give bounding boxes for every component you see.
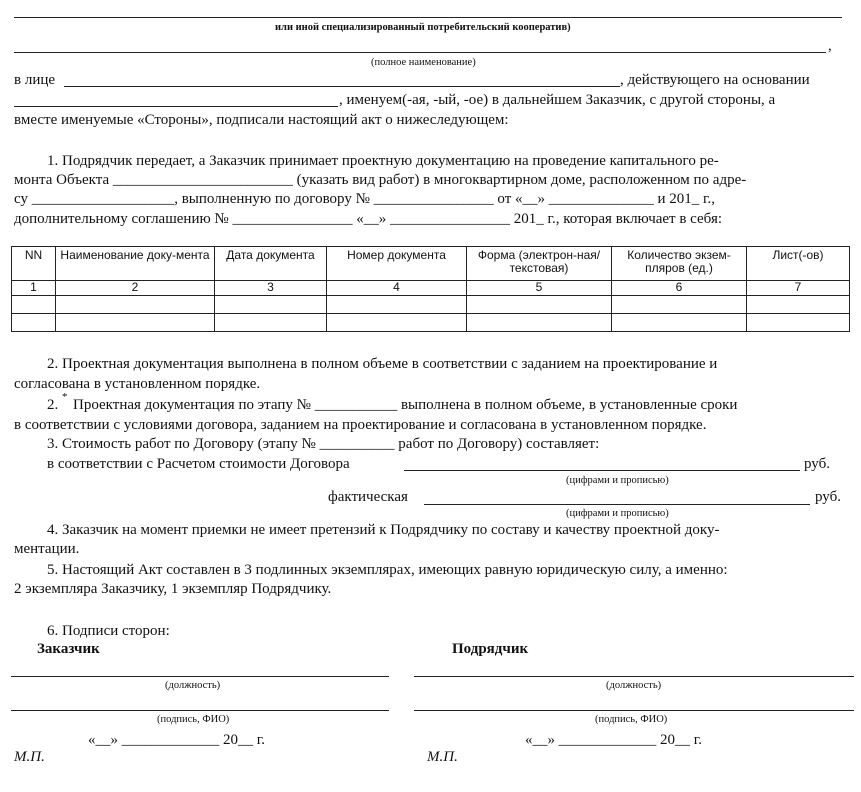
calc-cost-line xyxy=(404,470,800,471)
customer-position-caption: (должность) xyxy=(165,680,221,691)
table-cell[interactable] xyxy=(56,314,215,332)
table-cell[interactable] xyxy=(215,314,327,332)
p4-line-1: 4. Заказчик на момент приемки не имеет претензий к Подрядчику по составу и качеству проектной доку- xyxy=(47,522,720,538)
acting-basis-text: , действующего на основании xyxy=(620,72,810,88)
p4-line-2: ментации. xyxy=(14,541,80,557)
table-cell[interactable] xyxy=(612,296,747,314)
col-header-doc-name: Наименование доку-мента xyxy=(56,247,215,281)
table-cell[interactable] xyxy=(467,314,612,332)
full-name-comma: , xyxy=(828,38,832,54)
customer-date: «__» _____________ 20__ г. xyxy=(88,732,265,748)
customer-signature-caption: (подпись, ФИО) xyxy=(157,714,230,725)
table-cell[interactable] xyxy=(327,296,467,314)
table-cell[interactable] xyxy=(12,296,56,314)
contractor-date: «__» _____________ 20__ г. xyxy=(525,732,702,748)
actual-cost-label: фактическая xyxy=(328,489,408,505)
p5-line-2: 2 экземпляра Заказчику, 1 экземпляр Подрядчику. xyxy=(14,581,332,597)
contractor-position-line xyxy=(414,676,854,677)
cooperative-line xyxy=(14,17,842,18)
contractor-signature-line xyxy=(414,710,854,711)
table-cell: 4 xyxy=(327,281,467,296)
footnote-asterisk: * xyxy=(62,391,68,403)
full-name-caption: (полное наименование) xyxy=(371,57,476,68)
col-header-sheets: Лист(-ов) xyxy=(747,247,850,281)
basis-line xyxy=(14,106,338,107)
actual-cost-currency: руб. xyxy=(815,489,841,505)
customer-signature-line xyxy=(11,710,389,711)
representative-line xyxy=(64,86,620,87)
p1-line-3: су ___________________, выполненную по договору № ________________ от «__» ______________ и 201_ г., xyxy=(14,191,716,207)
full-name-line xyxy=(14,52,826,53)
table-cell: 2 xyxy=(56,281,215,296)
customer-position-line xyxy=(11,676,389,677)
contractor-signature-caption: (подпись, ФИО) xyxy=(595,714,668,725)
p1-line-2: монта Объекта ________________________ (указать вид работ) в многоквартирном доме, расположенном по адре- xyxy=(14,172,747,188)
table-cell[interactable] xyxy=(12,314,56,332)
contractor-heading: Подрядчик xyxy=(452,641,529,657)
customer-stamp: М.П. xyxy=(14,749,45,765)
calc-cost-currency: руб. xyxy=(804,456,830,472)
customer-heading: Заказчик xyxy=(37,641,100,657)
table-cell[interactable] xyxy=(467,296,612,314)
p2-alt-number: 2. xyxy=(47,397,59,413)
p5-line-1: 5. Настоящий Акт составлен в 3 подлинных экземплярах, имеющих равную юридическую силу, а именно: xyxy=(47,562,728,578)
table-cell[interactable] xyxy=(56,296,215,314)
table-cell: 5 xyxy=(467,281,612,296)
col-header-nn: NN xyxy=(12,247,56,281)
customer-definition-text: , именуем(-ая, -ый, -ое) в дальнейшем Заказчик, с другой стороны, а xyxy=(339,92,776,108)
table-cell[interactable] xyxy=(747,314,850,332)
p2-line-1: 2. Проектная документация выполнена в полном объеме в соответствии с заданием на проектирование и xyxy=(47,356,718,372)
col-header-copies: Количество экзем-пляров (ед.) xyxy=(612,247,747,281)
table-row xyxy=(12,296,850,314)
parties-statement: вместе именуемые «Стороны», подписали настоящий акт о нижеследующем: xyxy=(14,112,509,128)
p3-line-1: 3. Стоимость работ по Договору (этапу № __________ работ по Договору) составляет: xyxy=(47,436,600,452)
calc-cost-caption: (цифрами и прописью) xyxy=(566,475,669,486)
p2-line-2: согласована в установленном порядке. xyxy=(14,376,261,392)
represented-by-label: в лице xyxy=(14,72,56,88)
p1-line-4: дополнительному соглашению № ________________ «__» ________________ 201_ г., которая включает в себя: xyxy=(14,211,723,227)
col-header-doc-date: Дата документа xyxy=(215,247,327,281)
table-cell[interactable] xyxy=(327,314,467,332)
signatures-title: 6. Подписи сторон: xyxy=(47,623,170,639)
table-header-row xyxy=(12,247,850,281)
table-number-row xyxy=(12,281,850,296)
contractor-stamp: М.П. xyxy=(427,749,458,765)
table-cell: 7 xyxy=(747,281,850,296)
table-cell: 3 xyxy=(215,281,327,296)
table-cell[interactable] xyxy=(612,314,747,332)
actual-cost-caption: (цифрами и прописью) xyxy=(566,508,669,519)
table-cell[interactable] xyxy=(215,296,327,314)
col-header-doc-number: Номер документа xyxy=(327,247,467,281)
contractor-position-caption: (должность) xyxy=(606,680,662,691)
p1-line-1: 1. Подрядчик передает, а Заказчик принимает проектную документацию на проведение капитального ре- xyxy=(47,153,719,169)
table-cell: 1 xyxy=(12,281,56,296)
table-cell: 6 xyxy=(612,281,747,296)
p2-alt-line-1: Проектная документация по этапу № ___________ выполнена в полном объеме, в установленные сроки xyxy=(73,397,738,413)
calc-cost-label: в соответствии с Расчетом стоимости Договора xyxy=(47,456,350,472)
col-header-form: Форма (электрон-ная/текстовая) xyxy=(467,247,612,281)
cooperative-caption: или иной специализированный потребительский кооператив) xyxy=(275,22,571,33)
actual-cost-line xyxy=(424,504,810,505)
table-cell[interactable] xyxy=(747,296,850,314)
p2-alt-line-2: в соответствии с условиями договора, заданием на проектирование и согласована в установленном порядке. xyxy=(14,417,707,433)
documents-table xyxy=(11,246,850,332)
table-row xyxy=(12,314,850,332)
